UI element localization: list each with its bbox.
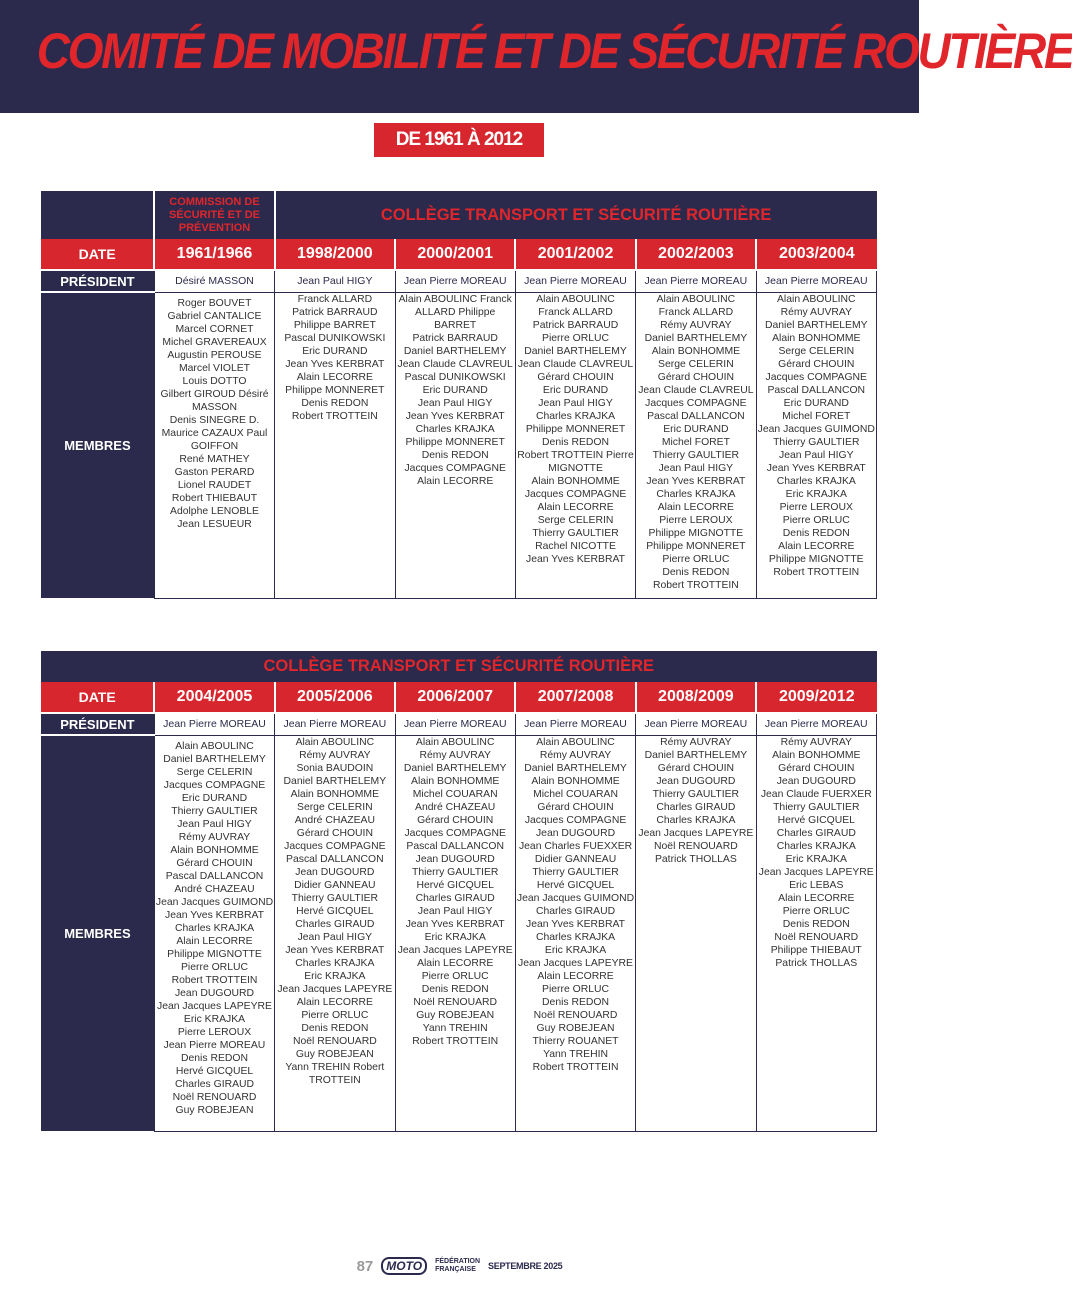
member-name: Pascal DALLANCON [406, 840, 504, 852]
member-name: Pascal DALLANCON [647, 410, 745, 422]
president-cell: Jean Pierre MOREAU [515, 713, 635, 735]
member-name: Eric KRAJKA [785, 488, 847, 500]
edition-label: SEPTEMBRE 2025 [488, 1261, 563, 1271]
member-name: Hervé GICQUEL [175, 1065, 254, 1077]
member-name: Robert TROTTEIN [171, 974, 258, 986]
member-name: Thierry GAULTIER [171, 805, 258, 817]
date-cell: 2006/2007 [395, 682, 515, 713]
date-cell: 2008/2009 [636, 682, 756, 713]
member-name: Jacques COMPAGNE [765, 371, 867, 383]
member-name: Eric DURAND [663, 423, 729, 435]
member-name: Noël RENOUARD [292, 1035, 377, 1047]
member-name: André CHAZEAU [415, 801, 496, 813]
member-name: Alain BONHOMME [531, 775, 620, 787]
history-table-2 [41, 651, 877, 1132]
member-name: Robert TROTTEIN [532, 1061, 619, 1073]
member-name: Gilbert GIROUD Désiré MASSON [160, 388, 269, 413]
member-name: Alain BONHOMME [411, 775, 500, 787]
member-name: Serge CELERIN [176, 766, 253, 778]
member-name: Jean DUGOURD [415, 853, 495, 865]
member-name: Jean Paul HIGY [779, 449, 854, 461]
president-cell: Jean Pierre MOREAU [756, 713, 876, 735]
member-name: Alain LECORRE [778, 540, 855, 552]
member-name: Jean DUGOURD [295, 866, 375, 878]
member-name: Jean Paul HIGY [417, 397, 493, 409]
member-name: Charles KRAJKA [776, 475, 856, 487]
member-name: Alain BONHOMME [772, 749, 861, 761]
member-name: Denis REDON [662, 566, 730, 578]
member-name: Jean Yves KERBRAT [526, 918, 625, 930]
member-name: Robert TROTTEIN [773, 566, 860, 578]
member-name: Alain LECORRE [657, 501, 734, 513]
members-cell [756, 735, 876, 1131]
member-name: Philippe MIGNOTTE [768, 553, 864, 565]
member-name: Alain ABOULINC [536, 293, 615, 305]
member-name: Thierry GAULTIER [652, 788, 740, 800]
member-name: Michel FORET [661, 436, 730, 448]
member-name: Jean DUGOURD [656, 775, 736, 787]
member-name: Serge CELERIN [537, 514, 614, 526]
member-name: Charles GIRAUD [656, 801, 736, 813]
member-name: Alain BONHOMME [651, 345, 741, 357]
member-name: Rémy AUVRAY [299, 749, 371, 761]
member-name: Daniel BARTHELEMY [403, 345, 507, 357]
member-name: Guy ROBEJEAN [536, 1022, 615, 1034]
member-name: Daniel BARTHELEMY [524, 762, 627, 774]
member-name: Jean Jacques LAPEYRE [518, 957, 633, 969]
member-name: Eric KRAJKA [424, 931, 486, 943]
member-name: Michel COUARAN [533, 788, 618, 800]
member-name: Denis REDON [782, 918, 850, 930]
member-name: Denis REDON [542, 436, 610, 448]
member-name: Thierry GAULTIER [773, 436, 860, 448]
member-name: Philippe THIEBAUT [770, 944, 862, 956]
member-name: Denis REDON [421, 983, 489, 995]
member-name: Noël RENOUARD [413, 996, 498, 1008]
member-name: Jacques COMPAGNE [284, 840, 386, 852]
member-name: Alain BONHOMME [772, 332, 861, 344]
member-name: Jean LESUEUR [177, 518, 252, 530]
member-name: Philippe MONNERET [646, 540, 746, 552]
member-name: Augustin PEROUSE [167, 349, 262, 361]
member-name: Gérard CHOUIN [296, 827, 373, 839]
member-name: Pascal DALLANCON [286, 853, 384, 865]
member-name: Gabriel CANTALICE [167, 310, 262, 322]
members-cell [154, 735, 274, 1131]
member-name: Eric DURAND [302, 345, 368, 357]
president-cell: Jean Pierre MOREAU [636, 270, 756, 292]
member-name: Pierre ORLUC [782, 514, 850, 526]
member-name: Rémy AUVRAY [780, 306, 852, 318]
members-cell [636, 735, 756, 1131]
member-name: Alain BONHOMME [531, 475, 620, 487]
member-name: Jean Claude FUERXER [760, 788, 872, 800]
member-name: Pascal DUNIKOWSKI [404, 371, 506, 383]
members-cell [636, 292, 756, 598]
member-name: Gérard CHOUIN [778, 358, 855, 370]
president-cell: Jean Pierre MOREAU [154, 713, 274, 735]
members-cell [275, 292, 395, 598]
president-cell: Jean Pierre MOREAU [636, 713, 756, 735]
member-name: Alain ABOULINC [656, 293, 736, 305]
member-name: Jean Yves KERBRAT [165, 909, 264, 921]
member-name: Rémy AUVRAY [660, 736, 732, 748]
member-name: Daniel BARTHELEMY [283, 775, 387, 787]
member-name: Jean Jacques LAPEYRE [277, 983, 393, 995]
member-name: Eric KRAJKA [304, 970, 366, 982]
president-cell: Jean Pierre MOREAU [275, 713, 395, 735]
member-name: Jean Paul HIGY [417, 905, 493, 917]
date-label: DATE [41, 682, 154, 713]
member-name: Alain ABOULINC [295, 736, 375, 748]
date-cell: 1961/1966 [154, 239, 274, 270]
member-name: Pierre ORLUC [662, 553, 730, 565]
period-badge: DE 1961 À 2012 [374, 123, 544, 157]
member-name: Pierre ORLUC [542, 332, 610, 344]
member-name: Jean Jacques LAPEYRE [397, 944, 513, 956]
member-name: Thierry GAULTIER [532, 527, 619, 539]
member-name: Denis REDON [421, 449, 489, 461]
member-name: Jean Yves KERBRAT [766, 462, 866, 474]
member-name: Jean Jacques GUIMOND [155, 896, 274, 908]
member-name: Michel COUARAN [412, 788, 498, 800]
member-name: Alain LECORRE [537, 970, 614, 982]
member-name: Denis REDON [782, 527, 850, 539]
member-name: Rémy AUVRAY [539, 749, 612, 761]
president-cell: Jean Pierre MOREAU [756, 270, 876, 292]
federation-name [435, 1258, 480, 1274]
member-name: Jean Charles FUEXXER [518, 840, 633, 852]
member-name: Rachel NICOTTE [535, 540, 616, 552]
member-name: Denis REDON [301, 1022, 369, 1034]
member-name: Daniel BARTHELEMY [644, 332, 748, 344]
member-name: Pierre LEROUX [779, 501, 853, 513]
member-name: Guy ROBEJEAN [295, 1048, 374, 1060]
member-name: Patrick THOLLAS [775, 957, 858, 969]
members-cell [154, 292, 274, 598]
member-name: Jean DUGOURD [535, 827, 616, 839]
member-name: Jacques COMPAGNE [524, 814, 627, 826]
member-name: Noël RENOUARD [533, 1009, 618, 1021]
member-name: Guy ROBEJEAN [416, 1009, 495, 1021]
member-name: Jean Pierre MOREAU [163, 1039, 266, 1051]
member-name: Jacques COMPAGNE [163, 779, 266, 791]
date-cell: 2004/2005 [154, 682, 274, 713]
member-name: Adolphe LENOBLE [170, 505, 259, 517]
member-name: Eric DURAND [422, 384, 488, 396]
member-name: Didier GANNEAU [294, 879, 376, 891]
member-name: Louis DOTTO [182, 375, 247, 387]
page-footer [0, 1255, 919, 1277]
member-name: Gérard CHOUIN [657, 762, 734, 774]
history-table-1 [41, 191, 877, 599]
member-name: Lionel RAUDET [177, 479, 252, 491]
member-name: Noël RENOUARD [654, 840, 738, 852]
member-name: Jean Yves KERBRAT [405, 410, 505, 422]
member-name: Alain ABOULINC Franck ALLARD Philippe BARRET [398, 293, 512, 331]
college-header: COLLÈGE TRANSPORT ET SÉCURITÉ ROUTIÈRE [275, 191, 877, 239]
member-name: Patrick BARRAUD [412, 332, 498, 344]
member-name: Patrick THOLLAS [654, 853, 737, 865]
member-name: Jean Yves KERBRAT [285, 358, 385, 370]
member-name: Eric KRAJKA [785, 853, 847, 865]
member-name: Jean Yves KERBRAT [405, 918, 505, 930]
member-name: Charles KRAJKA [415, 423, 495, 435]
member-name: Thierry GAULTIER [532, 866, 619, 878]
members-cell [275, 735, 395, 1131]
president-cell: Désiré MASSON [154, 270, 274, 292]
member-name: Pierre ORLUC [421, 970, 489, 982]
date-cell: 2002/2003 [636, 239, 756, 270]
member-name: Daniel BARTHELEMY [764, 319, 868, 331]
member-name: Serge CELERIN [658, 358, 734, 370]
member-name: Hervé GICQUEL [536, 879, 615, 891]
member-name: Gérard CHOUIN [537, 801, 614, 813]
date-cell: 1998/2000 [275, 239, 395, 270]
members-cell [515, 735, 635, 1131]
member-name: Charles KRAJKA [776, 840, 856, 852]
date-cell: 2000/2001 [395, 239, 515, 270]
page-title: COMITÉ DE MOBILITÉ ET DE SÉCURITÉ ROUTIÈRE [36, 23, 1072, 79]
corner-cell [41, 191, 154, 239]
member-name: Gaston PERARD [174, 466, 255, 478]
member-name: Franck ALLARD [658, 306, 734, 318]
member-name: Jean Paul HIGY [658, 462, 734, 474]
member-name: Michel GRAVEREAUX [162, 336, 267, 348]
member-name: Hervé GICQUEL [416, 879, 494, 891]
member-name: Alain ABOULINC [536, 736, 615, 748]
member-name: Yann TREHIN Robert TROTTEIN [285, 1061, 385, 1086]
college-header: COLLÈGE TRANSPORT ET SÉCURITÉ ROUTIÈRE [41, 651, 877, 682]
member-name: Denis REDON [301, 397, 369, 409]
member-name: Robert TROTTEIN [412, 1035, 499, 1047]
member-name: Eric DURAND [542, 384, 609, 396]
member-name: Jean Claude CLAVREUL [638, 384, 754, 396]
member-name: Thierry GAULTIER [773, 801, 860, 813]
member-name: Charles KRAJKA [656, 488, 736, 500]
member-name: Charles GIRAUD [174, 1078, 255, 1090]
member-name: Alain LECORRE [537, 501, 614, 513]
member-name: Alain LECORRE [778, 892, 855, 904]
member-name: Charles KRAJKA [535, 931, 616, 943]
members-cell [395, 292, 515, 598]
member-name: Pascal DUNIKOWSKI [284, 332, 386, 344]
member-name: Pierre LEROUX [659, 514, 733, 526]
member-name: Daniel BARTHELEMY [524, 345, 627, 357]
member-name: Daniel BARTHELEMY [403, 762, 507, 774]
member-name: Charles GIRAUD [535, 905, 616, 917]
member-name: Hervé GICQUEL [296, 905, 374, 917]
members-cell [395, 735, 515, 1131]
president-label: PRÉSIDENT [41, 270, 154, 292]
federation-line-2: FRANÇAISE [435, 1266, 476, 1273]
member-name: Yann TREHIN [543, 1048, 608, 1060]
member-name: Marcel VIOLET [178, 362, 251, 374]
federation-line-1: FÉDÉRATION [435, 1258, 481, 1265]
member-name: Philippe MIGNOTTE [648, 527, 744, 539]
member-name: Charles GIRAUD [776, 827, 856, 839]
member-name: Charles KRAJKA [174, 922, 255, 934]
commission-header: COMMISSION DE SÉCURITÉ ET DE PRÉVENTION [154, 191, 274, 239]
member-name: Alain ABOULINC [415, 736, 495, 748]
member-name: Rémy AUVRAY [660, 319, 732, 331]
membres-label: MEMBRES [41, 735, 154, 1131]
member-name: Alain LECORRE [417, 475, 494, 487]
member-name: Eric KRAJKA [544, 944, 607, 956]
header-banner [0, 0, 1072, 113]
member-name: Daniel BARTHELEMY [163, 753, 266, 765]
member-name: Alain LECORRE [296, 371, 373, 383]
member-name: Robert TROTTEIN Pierre MIGNOTTE [517, 449, 634, 474]
member-name: Eric DURAND [783, 397, 849, 409]
member-name: Philippe MONNERET [405, 436, 505, 448]
member-name: Pierre ORLUC [542, 983, 610, 995]
member-name: Jean Yves KERBRAT [646, 475, 746, 487]
page-number: 87 [356, 1257, 374, 1275]
member-name: Thierry GAULTIER [652, 449, 740, 461]
member-name: Alain LECORRE [176, 935, 253, 947]
member-name: Thierry GAULTIER [411, 866, 499, 878]
president-cell: Jean Paul HIGY [275, 270, 395, 292]
member-name: Jean Paul HIGY [297, 931, 373, 943]
member-name: Jean Yves KERBRAT [285, 944, 385, 956]
member-name: Jean Claude CLAVREUL [517, 358, 634, 370]
member-name: Maurice CAZAUX Paul GOIFFON [161, 427, 268, 452]
member-name: Guy ROBEJEAN [175, 1104, 254, 1116]
member-name: Gérard CHOUIN [657, 371, 734, 383]
member-name: Jean Paul HIGY [538, 397, 613, 409]
member-name: Rémy AUVRAY [178, 831, 251, 843]
date-cell: 2007/2008 [515, 682, 635, 713]
member-name: Thierry ROUANET [532, 1035, 619, 1047]
member-name: Jean Jacques LAPEYRE [638, 827, 754, 839]
member-name: Philippe MONNERET [285, 384, 385, 396]
member-name: Alain LECORRE [296, 996, 373, 1008]
president-cell: Jean Pierre MOREAU [515, 270, 635, 292]
member-name: Denis REDON [181, 1052, 248, 1064]
member-name: Robert TROTTEIN [291, 410, 378, 422]
member-name: Charles KRAJKA [295, 957, 375, 969]
member-name: Gérard CHOUIN [417, 814, 494, 826]
president-cell: Jean Pierre MOREAU [395, 270, 515, 292]
date-cell: 2001/2002 [515, 239, 635, 270]
member-name: Jean Jacques GUIMOND [516, 892, 635, 904]
member-name: Jacques COMPAGNE [645, 397, 747, 409]
member-name: Jean Paul HIGY [177, 818, 252, 830]
member-name: Serge CELERIN [297, 801, 373, 813]
members-cell [515, 292, 635, 598]
member-name: Robert TROTTEIN [652, 579, 739, 591]
member-name: Franck ALLARD [538, 306, 613, 318]
member-name: Jacques COMPAGNE [404, 827, 506, 839]
member-name: Jean Jacques LAPEYRE [758, 866, 874, 878]
member-name: Denis SINEGRE D. [169, 414, 260, 426]
member-name: Philippe MONNERET [525, 423, 626, 435]
member-name: Robert THIEBAUT [171, 492, 258, 504]
member-name: Noël RENOUARD [172, 1091, 257, 1103]
member-name: Jacques COMPAGNE [404, 462, 506, 474]
member-name: Gérard CHOUIN [537, 371, 614, 383]
member-name: Philippe MIGNOTTE [167, 948, 262, 960]
member-name: Jean Jacques LAPEYRE Eric KRAJKA [157, 1000, 272, 1025]
member-name: Gérard CHOUIN [778, 762, 855, 774]
date-label: DATE [41, 239, 154, 270]
member-name: Alain BONHOMME [290, 788, 380, 800]
member-name: Jean Claude CLAVREUL [397, 358, 513, 370]
date-cell: 2003/2004 [756, 239, 876, 270]
member-name: Pascal DALLANCON [165, 870, 264, 882]
member-name: Franck ALLARD [297, 293, 373, 305]
membres-label: MEMBRES [41, 292, 154, 598]
member-name: Jean DUGOURD [776, 775, 856, 787]
member-name: Charles GIRAUD [415, 892, 495, 904]
member-name: Pierre ORLUC [181, 961, 248, 973]
member-name: Charles KRAJKA [656, 814, 736, 826]
member-name: Rémy AUVRAY [780, 736, 852, 748]
member-name: René MATHEY [179, 453, 250, 465]
member-name: Alain BONHOMME [170, 844, 259, 856]
member-name: Alain LECORRE [417, 957, 494, 969]
member-name: Yann TREHIN [422, 1022, 488, 1034]
member-name: Gérard CHOUIN [176, 857, 253, 869]
member-name: Jean Jacques GUIMOND [757, 423, 875, 435]
member-name: Pierre ORLUC [301, 1009, 369, 1021]
member-name: Pascal DALLANCON [767, 384, 866, 396]
member-name: Alain ABOULINC [777, 293, 856, 305]
member-name: Charles GIRAUD [295, 918, 375, 930]
members-cell [756, 292, 876, 598]
member-name: Eric DURAND [181, 792, 248, 804]
member-name: André CHAZEAU [294, 814, 375, 826]
member-name: Pierre ORLUC [782, 905, 850, 917]
member-name: Daniel BARTHELEMY [644, 749, 748, 761]
member-name: Alain ABOULINC [175, 740, 254, 752]
member-name: Noël RENOUARD [774, 931, 859, 943]
member-name: Sonia BAUDOIN [296, 762, 374, 774]
date-cell: 2009/2012 [756, 682, 876, 713]
member-name: Michel FORET [782, 410, 851, 422]
date-cell: 2005/2006 [275, 682, 395, 713]
member-name: Charles KRAJKA [535, 410, 616, 422]
member-name: Patrick BARRAUD [292, 306, 378, 318]
member-name: Serge CELERIN [778, 345, 855, 357]
member-name: Marcel CORNET [175, 323, 254, 335]
member-name: Jean DUGOURD [174, 987, 255, 999]
member-name: Hervé GICQUEL [777, 814, 855, 826]
member-name: Rémy AUVRAY [419, 749, 491, 761]
ffm-logo: MOTO [381, 1257, 427, 1275]
member-name: Eric LEBAS [789, 879, 844, 891]
member-name: André CHAZEAU [174, 883, 255, 895]
member-name: Jean Yves KERBRAT [526, 553, 625, 565]
member-name: Denis REDON [542, 996, 610, 1008]
president-label: PRÉSIDENT [41, 713, 154, 735]
member-name: Philippe BARRET [293, 319, 376, 331]
member-name: Roger BOUVET [177, 297, 252, 309]
president-cell: Jean Pierre MOREAU [395, 713, 515, 735]
member-name: Jacques COMPAGNE [524, 488, 627, 500]
member-name: Thierry GAULTIER [291, 892, 379, 904]
member-name: Didier GANNEAU [534, 853, 617, 865]
member-name: Pierre LEROUX [177, 1026, 252, 1038]
member-name: Patrick BARRAUD [532, 319, 619, 331]
